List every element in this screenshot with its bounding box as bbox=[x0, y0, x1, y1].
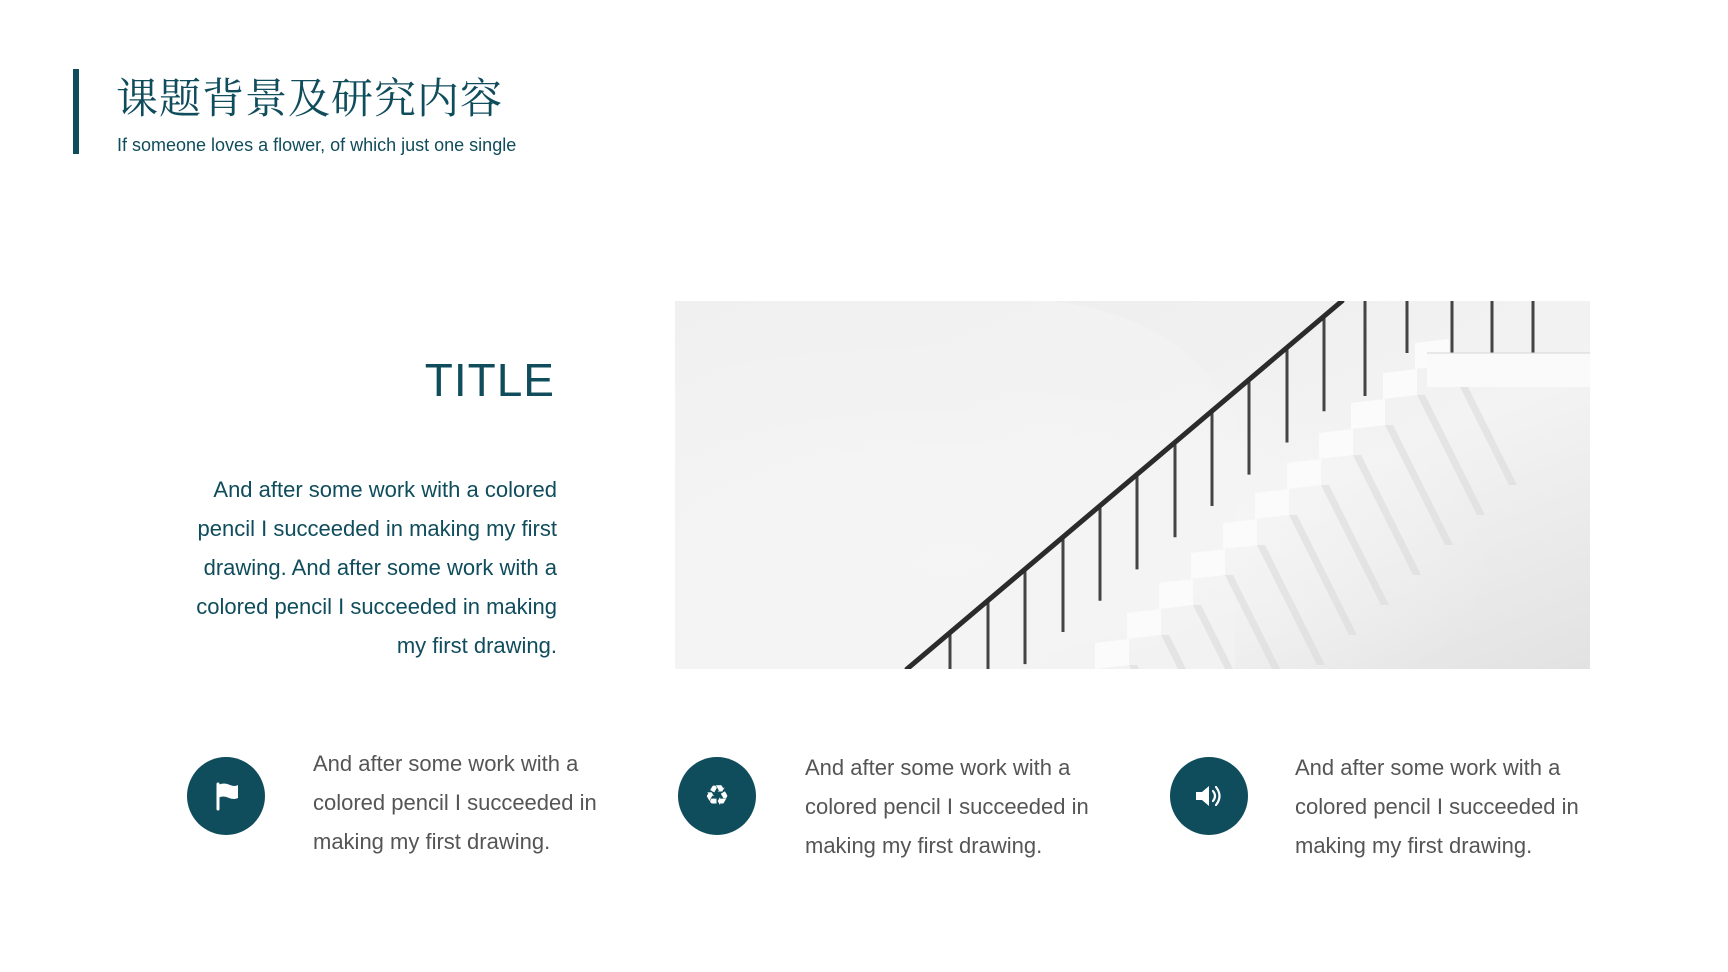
stair-step bbox=[1191, 549, 1225, 579]
title-accent-bar bbox=[73, 69, 79, 154]
section-title: TITLE bbox=[424, 354, 555, 406]
stair-step bbox=[1127, 609, 1161, 639]
stair-step bbox=[1319, 429, 1353, 459]
stair-step bbox=[1095, 639, 1129, 669]
stair-step bbox=[1255, 489, 1289, 519]
recycle-icon: ♻ bbox=[678, 757, 756, 835]
staircase-photo bbox=[675, 301, 1590, 669]
stair-step bbox=[1383, 369, 1417, 399]
page-title: 课题背景及研究内容 bbox=[116, 74, 504, 123]
page-subtitle: If someone loves a flower, of which just one single bbox=[117, 135, 517, 155]
feature-text-2: And after some work with a colored pencil I succeeded in making my first drawing. bbox=[805, 755, 1089, 858]
stair-step bbox=[1287, 459, 1321, 489]
stair-step bbox=[1223, 519, 1257, 549]
section-body: And after some work with a colored pencil I succeeded in making my first drawing. And after some work with a colored pencil I succeeded in making my first drawing. bbox=[196, 477, 557, 658]
speaker-icon bbox=[1170, 757, 1248, 835]
feature-text-3: And after some work with a colored pencil I succeeded in making my first drawing. bbox=[1295, 755, 1579, 858]
stair-step bbox=[1351, 399, 1385, 429]
feature-text-1: And after some work with a colored pencil I succeeded in making my first drawing. bbox=[313, 751, 597, 854]
flag-icon bbox=[187, 757, 265, 835]
stair-step bbox=[1159, 579, 1193, 609]
